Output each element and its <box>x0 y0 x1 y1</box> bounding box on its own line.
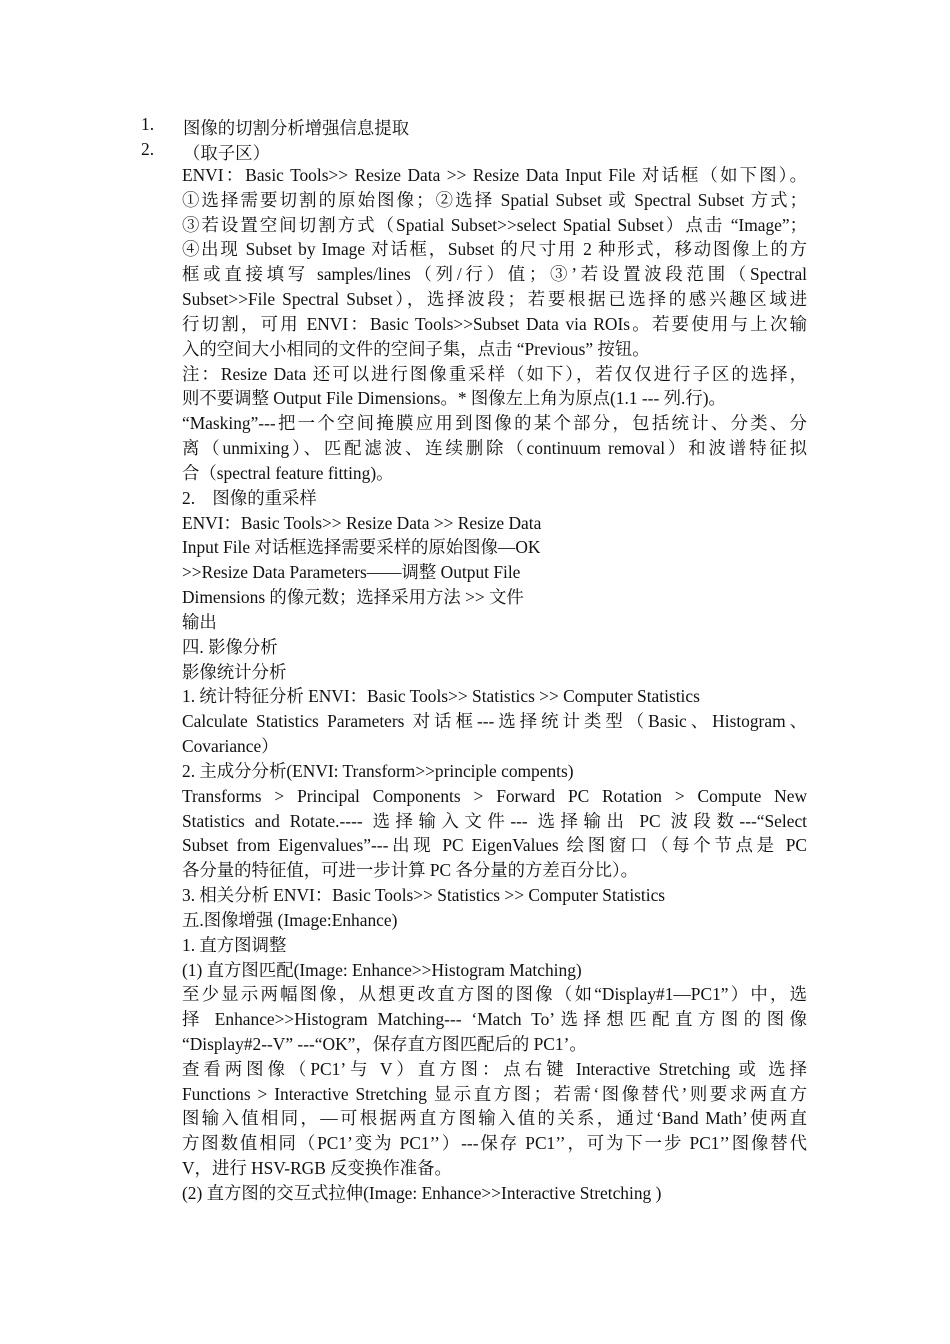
list-text: （取子区） <box>183 143 270 163</box>
text-line: ③若设置空间切割方式（Spatial Subset>>select Spatial Subset）点击 “Image”； <box>182 214 807 235</box>
list-number: 2. <box>141 139 155 159</box>
text-line: Functions > Interactive Stretching 显示直方图；若需‘图像替代’则要求两直方 <box>182 1083 807 1104</box>
list-number: 1. <box>141 114 155 134</box>
text-line: Statistics and Rotate.---- 选择输入文件--- 选择输出 PC 波段数---“Select <box>182 810 807 831</box>
text-line: ENVI：Basic Tools>> Resize Data >> Resize Data <box>182 512 542 533</box>
text-line: Subset from Eigenvalues”---出现 PC EigenValues 绘图窗口（每个节点是 PC <box>182 835 807 856</box>
text-line: 各分量的特征值，可进一步计算 PC 各分量的方差百分比）。 <box>182 860 639 881</box>
text-line: 1. 统计特征分析 ENVI：Basic Tools>> Statistics >> Computer Statistics <box>182 686 700 707</box>
section-heading: 1. 直方图调整 <box>182 934 287 955</box>
text-line: 2. 主成分分析(ENVI: Transform>>principle compents) <box>182 760 574 781</box>
text-line: (1) 直方图匹配(Image: Enhance>>Histogram Matching) <box>182 959 582 980</box>
text-line: ①选择需要切割的原始图像；②选择 Spatial Subset 或 Spectral Subset 方式； <box>182 189 807 210</box>
text-line: Covariance） <box>182 736 279 757</box>
section-heading: 四. 影像分析 <box>182 636 278 657</box>
document-body <box>182 163 807 1206</box>
text-line: Transforms > Principal Components > Forward PC Rotation > Compute New <box>182 785 807 806</box>
text-line: 输出 <box>182 611 217 632</box>
text-line: Subset>>File Spectral Subset），选择波段；若要根据已选择的感兴趣区域进 <box>182 289 807 310</box>
text-line: Input File 对话框选择需要采样的原始图像—OK <box>182 537 541 558</box>
text-line: Dimensions 的像元数；选择采用方法 >> 文件 <box>182 587 524 608</box>
text-line: 图输入值相同，—可根据两直方图输入值的关系，通过‘Band Math’使两直 <box>182 1108 807 1129</box>
text-line: ENVI：Basic Tools>> Resize Data >> Resize Data Input File 对话框（如下图）。 <box>182 165 807 185</box>
text-line: “Masking”---把一个空间掩膜应用到图像的某个部分，包括统计、分类、分 <box>182 413 807 434</box>
text-line: 离（unmixing）、匹配滤波、连续删除（continuum removal）和波谱特征拟 <box>182 438 807 459</box>
list-text: 图像的切割分析增强信息提取 <box>183 118 410 138</box>
section-heading: 2. 图像的重采样 <box>182 487 317 508</box>
text-line: 至少显示两幅图像，从想更改直方图的图像（如“Display#1—PC1”）中，选 <box>182 984 807 1005</box>
text-line: 则不要调整 Output File Dimensions。* 图像左上角为原点(1.1 --- 列.行)。 <box>182 388 726 409</box>
text-line: V，进行 HSV-RGB 反变换作准备。 <box>182 1158 452 1179</box>
text-line: (2) 直方图的交互式拉伸(Image: Enhance>>Interactive Stretching ) <box>182 1182 662 1203</box>
text-line: 框或直接填写 samples/lines（列/行）值；③’若设置波段范围（Spectral <box>182 264 807 285</box>
section-heading: 影像统计分析 <box>182 661 287 682</box>
text-line: 择 Enhance>>Histogram Matching--- ‘Match To’选择想匹配直方图的图像 <box>182 1009 807 1030</box>
text-line: 行切割，可用 ENVI：Basic Tools>>Subset Data via ROIs。若要使用与上次输 <box>182 313 807 334</box>
text-line: 方图数值相同（PC1’变为 PC1’’）---保存 PC1’’，可为下一步 PC1’’图像替代 <box>182 1133 807 1154</box>
text-line: 查看两图像（PC1’与 V）直方图：点右键 Interactive Stretching 或 选择 <box>182 1058 807 1079</box>
text-line: 3. 相关分析 ENVI：Basic Tools>> Statistics >> Computer Statistics <box>182 885 666 906</box>
text-line: “Display#2--V” ---“OK”，保存直方图匹配后的 PC1’。 <box>182 1033 587 1054</box>
section-heading: 五.图像增强 (Image:Enhance) <box>182 909 398 930</box>
text-line: >>Resize Data Parameters——调整 Output File <box>182 562 521 583</box>
text-line: 注：Resize Data 还可以进行图像重采样（如下），若仅仅进行子区的选择， <box>182 363 807 384</box>
text-line: Calculate Statistics Parameters 对话框---选择统计类型（Basic、Histogram、 <box>182 711 807 732</box>
text-line: 合（spectral feature fitting)。 <box>182 462 394 483</box>
text-line: 入的空间大小相同的文件的空间子集，点击 “Previous” 按钮。 <box>182 338 650 359</box>
text-line: ④出现 Subset by Image 对话框，Subset 的尺寸用 2 种形式，移动图像上的方 <box>182 239 807 260</box>
